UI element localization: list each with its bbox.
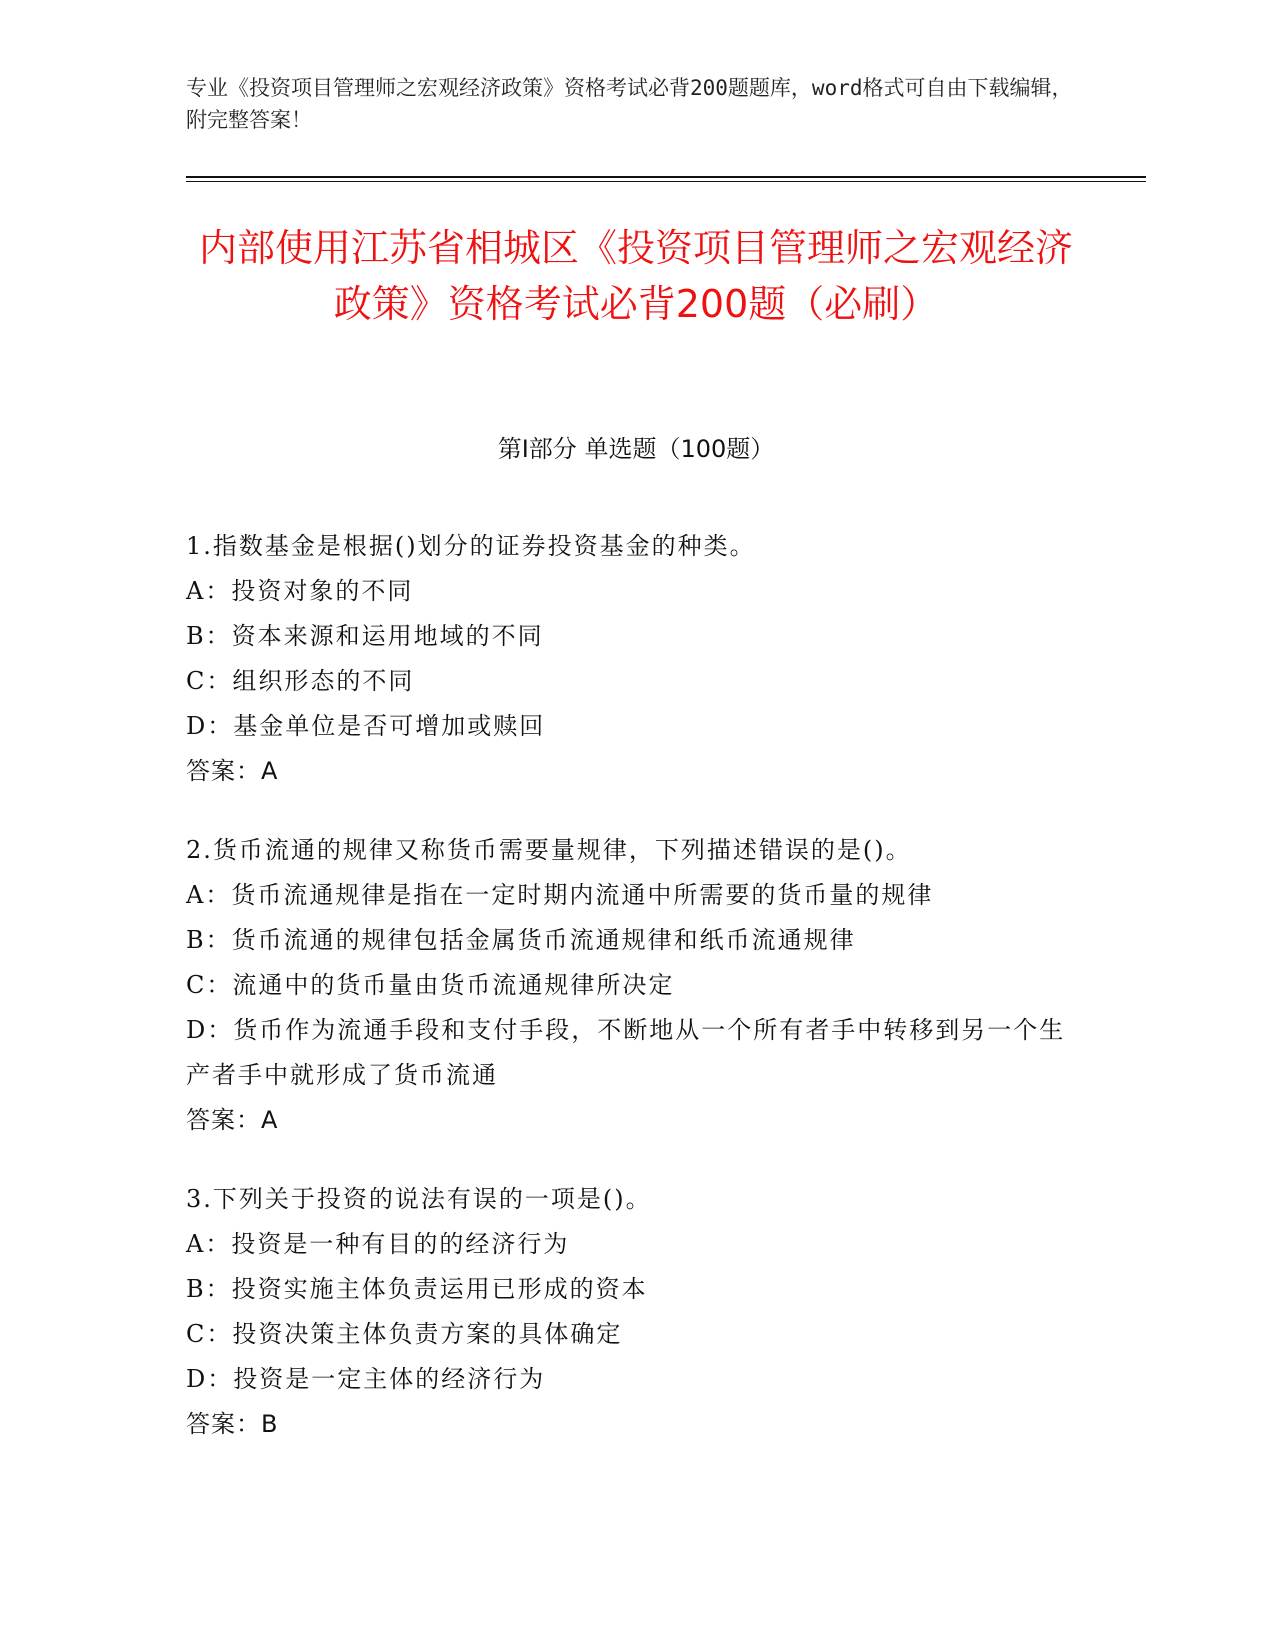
question-stem: 3.下列关于投资的说法有误的一项是()。 bbox=[186, 1185, 652, 1213]
question-list bbox=[186, 524, 1066, 1481]
option-c: C：流通中的货币量由货币流通规律所决定 bbox=[186, 971, 675, 999]
question-stem: 2.货币流通的规律又称货币需要量规律，下列描述错误的是()。 bbox=[186, 836, 912, 864]
option-c: C：组织形态的不同 bbox=[186, 667, 415, 695]
document-title: 内部使用江苏省相城区《投资项目管理师之宏观经济政策》资格考试必背200题（必刷） bbox=[198, 226, 1073, 326]
question-item bbox=[186, 524, 1066, 794]
section-heading: 第I部分 单选题（100题） bbox=[497, 435, 775, 463]
option-d: D：基金单位是否可增加或赎回 bbox=[186, 712, 546, 740]
answer-line: 答案：A bbox=[186, 757, 279, 785]
option-a: A：货币流通规律是指在一定时期内流通中所需要的货币量的规律 bbox=[186, 881, 934, 909]
question-item bbox=[186, 1177, 1066, 1447]
header-divider-thick bbox=[186, 176, 1146, 178]
option-a: A：投资对象的不同 bbox=[186, 577, 414, 605]
answer-line: 答案：B bbox=[186, 1410, 279, 1438]
option-b: B：投资实施主体负责运用已形成的资本 bbox=[186, 1275, 648, 1303]
option-d: D：投资是一定主体的经济行为 bbox=[186, 1365, 546, 1393]
header-divider-thin bbox=[186, 181, 1146, 182]
option-a: A：投资是一种有目的的经济行为 bbox=[186, 1230, 570, 1258]
option-b: B：资本来源和运用地域的不同 bbox=[186, 622, 544, 650]
question-item bbox=[186, 828, 1066, 1143]
question-stem: 1.指数基金是根据()划分的证券投资基金的种类。 bbox=[186, 532, 756, 560]
option-b: B：货币流通的规律包括金属货币流通规律和纸币流通规律 bbox=[186, 926, 856, 954]
header-note: 专业《投资项目管理师之宏观经济政策》资格考试必背200题题库，word格式可自由下载编辑，附完整答案！ bbox=[186, 76, 1073, 132]
option-c: C：投资决策主体负责方案的具体确定 bbox=[186, 1320, 623, 1348]
answer-line: 答案：A bbox=[186, 1106, 279, 1134]
option-d: D：货币作为流通手段和支付手段，不断地从一个所有者手中转移到另一个生产者手中就形成了货币流通 bbox=[186, 1016, 1066, 1089]
